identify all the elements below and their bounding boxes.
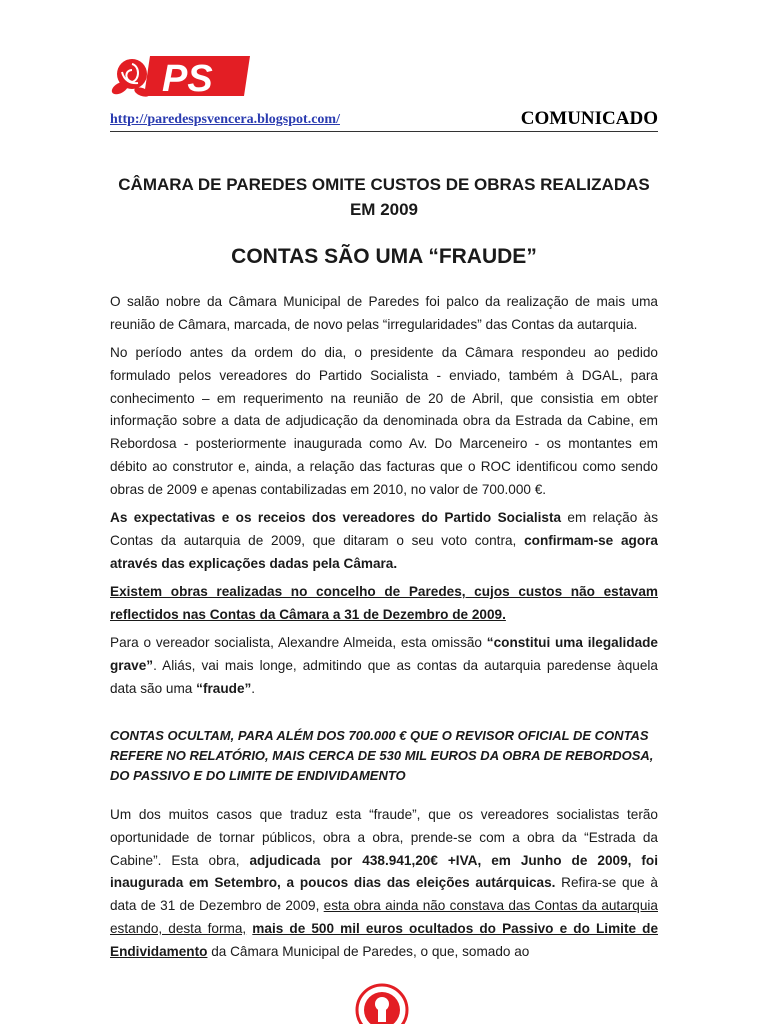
paragraph-3 [110, 507, 658, 575]
footer-seal [353, 980, 411, 1024]
document-label: COMUNICADO [520, 108, 658, 129]
logo-text: PS [162, 58, 213, 100]
section-gap [110, 706, 658, 726]
p3-bold-1: As expectativas e os receios dos vereadores do Partido Socialista [110, 510, 562, 526]
p6-text-2: Refira-se que à data de 31 de Dezembro de 2009, [110, 875, 658, 914]
header-row [110, 108, 658, 132]
section-subhead: CONTAS OCULTAM, PARA ALÉM DOS 700.000 € QUE O REVISOR OFICIAL DE CONTAS REFERE NO RELATÓRIO, MAIS CERCA DE 530 MIL EUROS DA OBRA DE REBORDOSA, DO PASSIVO E DO LIMITE DE ENDIVIDAMENTO [110, 728, 654, 784]
p3-text-1: em relação às Contas da autarquia de 2009, que ditaram o seu voto contra, [110, 510, 659, 548]
p6-text-1: Um dos muitos casos que traduz esta “fraude”, que os vereadores socialistas terão oportunidade de tornar públicos, obra a obra, prende-se com a obra da “Estrada da Cabine”. Esta obra, [110, 807, 658, 868]
sub-headline: CONTAS SÃO UMA “FRAUDE” [231, 245, 537, 268]
blog-link[interactable]: http://paredespsvencera.blogspot.com/ [110, 112, 340, 127]
paragraph-1: O salão nobre da Câmara Municipal de Paredes foi palco da realização de mais uma reunião de Câmara, marcada, de novo pelas “irregularidades” das Contas da autarquia. [110, 294, 658, 332]
ps-logo [110, 52, 252, 100]
paragraph-4 [110, 581, 658, 627]
headline-line2: EM 2009 [349, 200, 419, 219]
article-body [110, 291, 658, 969]
p5-bold-2: “fraude” [196, 680, 252, 696]
headline-line1: CÂMARA DE PAREDES OMITE CUSTOS DE OBRAS REALIZADAS [118, 175, 650, 194]
main-headline [110, 172, 658, 222]
p6-bold-underline-1: mais de 500 mil euros ocultados do Passivo e do Limite de Endividamento [110, 921, 659, 959]
paragraph-6 [110, 804, 658, 964]
p6-bold-1: adjudicada por 438.941,20€ +IVA, em Junho de 2009, foi inaugurada em Setembro, a poucos dias das eleições autárquicas. [110, 852, 658, 891]
p6-text-4: da Câmara Municipal de Paredes, o que, somado ao [207, 943, 530, 959]
p6-underline-1: esta obra ainda não constava das Contas da autarquia estando, desta forma, [110, 898, 658, 937]
paragraph-2: No período antes da ordem do dia, o presidente da Câmara respondeu ao pedido formulado pelos vereadores do Partido Socialista - enviado, também à DGAL, para conhecimento – em requerimento na reunião de 20 de Abril, que consistia em obter informação sobre a data de adjudicação da denominada obra da Estrada da Cabine, em Rebordosa - posteriormente inaugurada como Av. Do Marceneiro - os montantes em débito ao construtor e, ainda, a relação das facturas que o ROC identificou como sendo obras de 2009 e apenas contabilizadas em 2010, no valor de 700.000 €. [110, 345, 658, 497]
p5-bold-1: “constitui uma ilegalidade grave” [110, 635, 658, 673]
rose-fist-icon [110, 52, 252, 100]
paragraph-5 [110, 632, 658, 700]
p5-text-2: . Aliás, vai mais longe, admitindo que as contas da autarquia paredense àquela data são uma [110, 657, 658, 696]
header-divider [110, 131, 658, 132]
p3-bold-2: confirmam-se agora através das explicações dadas pela Câmara. [110, 532, 658, 571]
p4-bold-underline: Existem obras realizadas no concelho de Paredes, cujos custos não estavam reflectidos nas Contas da Câmara a 31 de Dezembro de 2009. [110, 584, 658, 622]
partido-socialista-seal-icon [353, 980, 411, 1024]
p5-text-3: . [251, 680, 256, 696]
p5-text-1: Para o vereador socialista, Alexandre Almeida, esta omissão [110, 635, 487, 651]
